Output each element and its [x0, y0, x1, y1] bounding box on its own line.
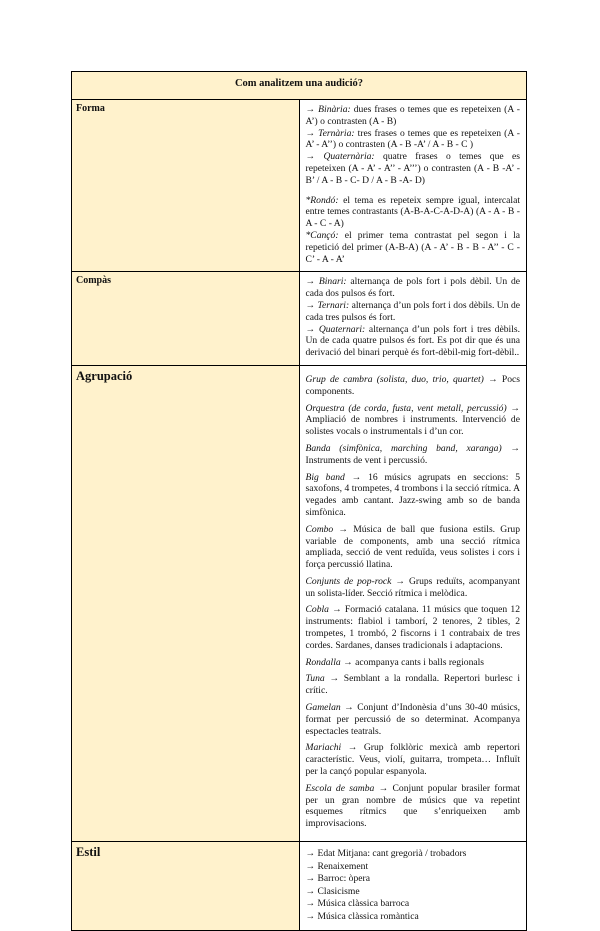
- list-item: [306, 657, 521, 669]
- arrow-icon: →: [305, 873, 316, 885]
- agrupacio-term: Escola de samba: [305, 782, 375, 794]
- arrow-icon: →: [305, 323, 316, 335]
- arrow-icon: →: [510, 442, 520, 454]
- estil-item: Edat Mitjana: cant gregorià / trobadors: [317, 848, 467, 860]
- list-item: [306, 443, 521, 467]
- estil-item: Clasicisme: [317, 885, 360, 897]
- arrow-icon: →: [305, 299, 316, 311]
- arrow-icon: →: [305, 151, 316, 163]
- estil-item: Música clàssica romàntica: [317, 911, 419, 922]
- agrupacio-text: Conjunt d’Indonèsia d’uns 30-40 músics, format per percussió de so determinat. Acompanya espectacles teatrals.: [305, 702, 520, 737]
- agrupacio-text: Grup folklòric mexicà amb repertori característic. Veus, violí, guitarra, trompeta… Influït per la cançó popular espanyola.: [305, 742, 520, 778]
- agrupacio-row: [72, 365, 527, 841]
- quaternari-text: alternança d’un pols fort i tres dèbils. Un de cada quatre pulsos és fort. Es pot dir que és una derivació del binari perquè és fort-dèbil-mig fort-dèbil..: [305, 323, 520, 359]
- forma-binaria: [306, 104, 521, 128]
- list-item: [306, 524, 521, 571]
- ternari-text: alternança d’un pols fort i dos dèbils. Un de cada tres pulsos és fort.: [305, 299, 520, 323]
- compas-row: [72, 272, 527, 366]
- list-item: [306, 374, 521, 398]
- forma-row: [72, 100, 527, 272]
- agrupacio-label: Agrupació: [72, 365, 300, 841]
- arrow-icon: →: [305, 898, 316, 910]
- list-item: [306, 886, 521, 899]
- agrupacio-term: Cobla: [305, 604, 329, 616]
- quaternari-term: Quaternari:: [318, 323, 366, 335]
- arrow-icon: →: [305, 276, 316, 288]
- arrow-icon: →: [305, 860, 316, 872]
- quaternaria-text: quatre frases o temes que es repeteixen (A - A’ - A’’ - A’’’) o contrasten (A - B -A’ - B’ / A - B - C- D / A - B -A- D): [305, 151, 520, 186]
- arrow-icon: →: [305, 885, 316, 897]
- list-item: [306, 873, 521, 886]
- arrow-icon: →: [305, 911, 316, 922]
- arrow-icon: →: [332, 604, 342, 616]
- arrow-icon: →: [305, 127, 316, 139]
- compas-label: Compàs: [72, 272, 300, 366]
- list-item: [306, 742, 521, 777]
- arrow-icon: →: [343, 656, 353, 668]
- list-item: [306, 898, 521, 911]
- list-item: [306, 702, 521, 737]
- compas-binari: [306, 276, 521, 300]
- estil-label: Estil: [72, 842, 300, 931]
- list-item: [306, 783, 521, 830]
- forma-rondo: [306, 195, 521, 230]
- arrow-icon: →: [305, 104, 316, 115]
- table-title: Com analitzem una audició?: [72, 72, 527, 100]
- ternari-term: Ternari:: [317, 299, 350, 311]
- compas-quaternari: [306, 324, 521, 359]
- forma-label: Forma: [72, 100, 300, 272]
- estil-row: [72, 842, 527, 931]
- agrupacio-term: Rondalla: [305, 656, 341, 668]
- list-item: [306, 472, 521, 519]
- agrupacio-content: [299, 365, 527, 841]
- forma-canco: [306, 230, 521, 265]
- agrupacio-text: Instruments de vent i percussió.: [305, 454, 428, 466]
- list-item: [306, 403, 521, 438]
- agrupacio-term: Banda (simfònica, marching band, xaranga): [305, 442, 502, 454]
- binaria-text: dues frases o temes que es repeteixen (A - A’) o contrasten (A - B): [305, 104, 520, 127]
- estil-content: [299, 842, 527, 931]
- rondo-term: *Rondó:: [305, 194, 339, 206]
- forma-ternaria: [306, 128, 521, 152]
- agrupacio-text: Grups reduïts, acompanyant un solista-líder. Secció rítmica i melòdica.: [305, 575, 520, 599]
- estil-item: Renaixement: [317, 860, 369, 872]
- arrow-icon: →: [351, 471, 362, 483]
- arrow-icon: →: [378, 782, 389, 794]
- arrow-icon: →: [338, 523, 349, 535]
- agrupacio-text: Formació catalana. 11 músics que toquen 12 instruments: flabiol i tamborí, 2 tenores, 2 tibles, 2 trompetes, 1 trombó, 2 fiscorns i 1 contrabaix de tres cordes. Sardanes, danses tradicionals i adaptacions.: [305, 604, 520, 651]
- agrupacio-term: Tuna: [305, 673, 325, 685]
- agrupacio-text: Música de ball que fusiona estils. Grup variable de components, amb una secció rítmica ampliada, secció de vent reduïda, veus solistes i cors i força percussió llatina.: [305, 523, 520, 571]
- arrow-icon: →: [395, 575, 405, 587]
- list-item: [306, 604, 521, 651]
- canco-term: *Cançó:: [305, 229, 339, 241]
- agrupacio-term: Conjunts de pop-rock: [305, 575, 392, 587]
- arrow-icon: →: [510, 402, 520, 414]
- agrupacio-text: acompanya cants i balls regionals: [352, 656, 485, 668]
- agrupacio-term: Grup de cambra (solista, duo, trio, quartet): [305, 373, 484, 385]
- agrupacio-text: 16 músics agrupats en seccions: 5 saxofons, 4 trompetes, 4 trombons i la secció rítmica. A vegades amb cantant. Jazz-swing amb so de banda simfònica.: [305, 471, 520, 518]
- list-item: [306, 911, 521, 924]
- forma-content: [299, 100, 527, 272]
- arrow-icon: →: [344, 702, 354, 714]
- quaternaria-term: Quaternària:: [323, 151, 375, 163]
- arrow-icon: →: [488, 373, 498, 385]
- agrupacio-text: Conjunt popular brasiler format per un gran nombre de músics que va repetint esquemes rítmics que s’enriqueixen amb improvisacions.: [305, 782, 520, 830]
- agrupacio-term: Gamelan: [305, 702, 341, 714]
- forma-quaternaria: [306, 151, 521, 186]
- list-item: [306, 848, 521, 861]
- ternaria-term: Ternària:: [318, 127, 355, 139]
- agrupacio-term: Mariachi: [305, 742, 342, 754]
- arrow-icon: →: [329, 673, 340, 685]
- title-row: [72, 72, 527, 100]
- binari-term: Binari:: [318, 276, 347, 288]
- arrow-icon: →: [347, 742, 358, 754]
- list-item: [306, 576, 521, 600]
- agrupacio-term: Orquestra (de corda, fusta, vent metall, percussió): [305, 402, 507, 414]
- rondo-text: el tema es repeteix sempre igual, intercalat entre temes contrastants (A-B-A-C-A-D-A) (A - A - B - A - C - A): [305, 194, 520, 230]
- estil-item: Música clàssica barroca: [317, 898, 410, 910]
- agrupacio-text: Ampliació de nombres i instruments. Intervenció de solistes vocals o instrumentals i d’un cor.: [305, 414, 520, 438]
- compas-ternari: [306, 300, 521, 324]
- binaria-term: Binària:: [318, 104, 351, 115]
- agrupacio-text: Pocs components.: [305, 373, 521, 397]
- list-item: [306, 861, 521, 874]
- binari-text: alternança de pols fort i pols dèbil. Un de cada dos pulsos és fort.: [305, 276, 520, 300]
- agrupacio-term: Big band: [305, 471, 345, 483]
- arrow-icon: →: [305, 848, 316, 860]
- ternaria-text: tres frases o temes que es repeteixen (A - A’ - A’’) o contrasten (A - B -A’ / A - B - C ): [305, 127, 520, 151]
- canco-text: el primer tema contrastat pel segon i la repetició del primer (A-B-A) (A - A’ - B - B - A’’ - C - C’ - A - A’: [305, 229, 520, 265]
- list-item: [306, 673, 521, 697]
- agrupacio-term: Combo: [305, 523, 334, 535]
- analysis-table: [71, 71, 527, 931]
- agrupacio-text: Semblant a la rondalla. Repertori burlesc i crític.: [305, 673, 520, 697]
- compas-content: [299, 272, 527, 366]
- estil-item: Barroc: òpera: [317, 873, 370, 885]
